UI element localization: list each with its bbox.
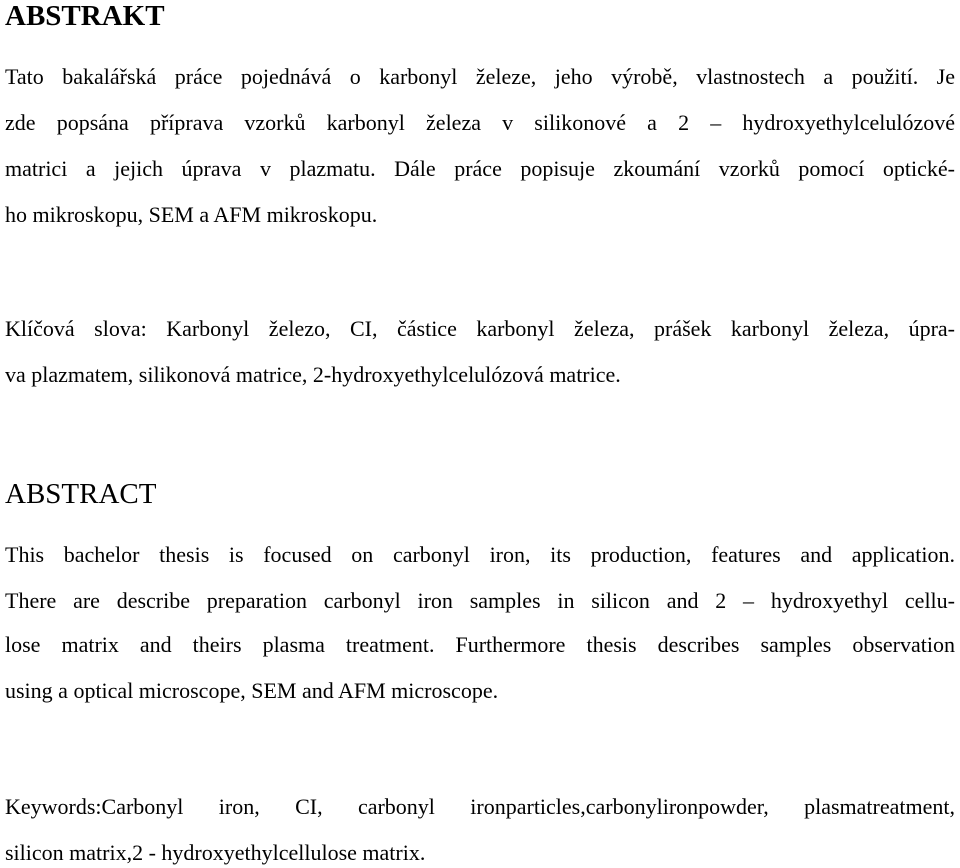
- abstrakt-heading: ABSTRAKT: [5, 0, 165, 32]
- abstract-line: There are describe preparation carbonyl iron samples in silicon and 2 – hydroxyethyl cellu-: [5, 588, 955, 613]
- abstrakt-line: zde popsána příprava vzorků karbonyl železa v silikonové a 2 – hydroxyethylcelulózové: [5, 110, 955, 135]
- klicova-slova-line: Klíčová slova: Karbonyl železo, CI, částice karbonyl železa, prášek karbonyl železa, úpra-: [5, 316, 955, 341]
- keywords-line: Keywords:Carbonyl iron, CI, carbonyl ironparticles,carbonylironpowder, plasmatreatment,: [5, 794, 955, 819]
- abstrakt-line: ho mikroskopu, SEM a AFM mikroskopu.: [5, 202, 378, 227]
- klicova-slova-line: va plazmatem, silikonová matrice, 2-hydroxyethylcelulózová matrice.: [5, 362, 621, 387]
- keywords-line: silicon matrix,2 - hydroxyethylcellulose matrix.: [5, 840, 426, 865]
- abstrakt-line: matrici a jejich úprava v plazmatu. Dále práce popisuje zkoumání vzorků pomocí optické-: [5, 156, 955, 181]
- abstract-line: using a optical microscope, SEM and AFM microscope.: [5, 678, 499, 703]
- abstract-line: lose matrix and theirs plasma treatment. Furthermore thesis describes samples observation: [5, 632, 955, 657]
- abstract-heading: ABSTRACT: [5, 478, 157, 510]
- abstrakt-line: Tato bakalářská práce pojednává o karbonyl železe, jeho výrobě, vlastnostech a použití. Je: [5, 64, 955, 89]
- abstract-line: This bachelor thesis is focused on carbonyl iron, its production, features and application.: [5, 542, 955, 567]
